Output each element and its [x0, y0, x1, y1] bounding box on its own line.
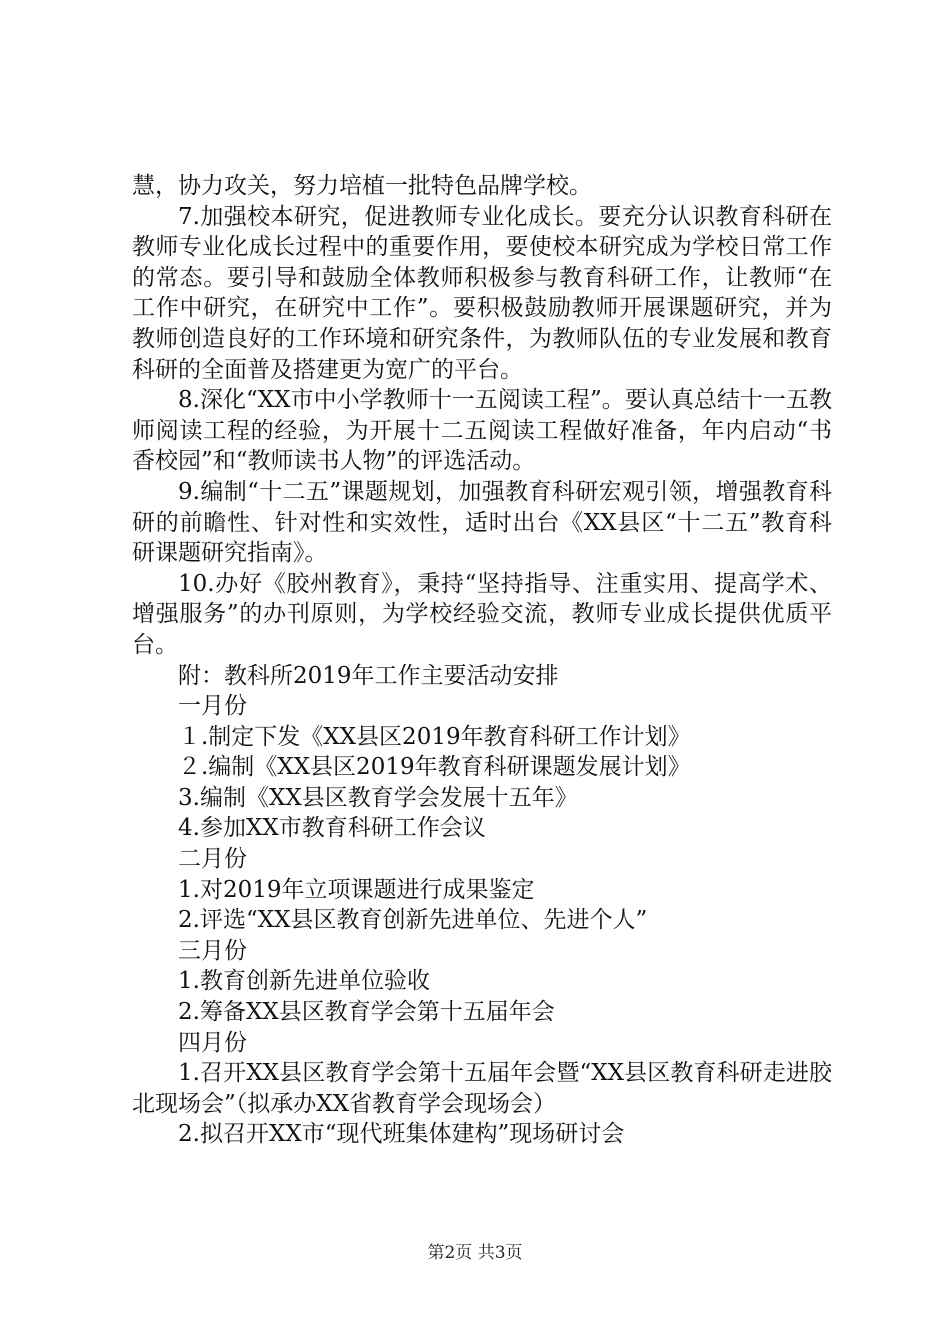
paragraph: 10.办好《胶州教育》，秉持“坚持指导、注重实用、提高学术、增强服务”的办刊原则，为学校经验交流，教师专业成长提供优质平台。 [132, 570, 832, 658]
document-body [132, 171, 832, 1150]
paragraph: 3.编制《XX县区教育学会发展十五年》 [178, 784, 578, 811]
paragraph: 1.召开XX县区教育学会第十五届年会暨“XX县区教育科研走进胶北现场会”（拟承办XX省教育学会现场会） [132, 1060, 832, 1117]
paragraph: 2.拟召开XX市“现代班集体建构”现场研讨会 [178, 1121, 625, 1148]
paragraph: 9.编制“十二五”课题规划，加强教育科研宏观引领，增强教育科研的前瞻性、针对性和实效性，适时出台《XX县区“十二五”教育科研课题研究指南》。 [132, 478, 832, 567]
paragraph: 4.参加XX市教育科研工作会议 [178, 815, 486, 842]
paragraph: 1.对2019年立项课题进行成果鉴定 [178, 876, 535, 903]
paragraph: 二月份 [178, 846, 247, 873]
paragraph: 2.评选“XX县区教育创新先进单位、先进个人” [178, 907, 648, 934]
paragraph: 7.加强校本研究，促进教师专业化成长。要充分认识教育科研在教师专业化成长过程中的重要作用，要使校本研究成为学校日常工作的常态。要引导和鼓励全体教师积极参与教育科研工作，让教师“在工作中研究，在研究中工作”。要积极鼓励教师开展课题研究，并为教师创造良好的工作环境和研究条件，为教师队伍的专业发展和教育科研的全面普及搭建更为宽广的平台。 [132, 203, 832, 383]
paragraph: 附：教科所2019年工作主要活动安排 [178, 662, 559, 689]
paragraph: １.制定下发《XX县区2019年教育科研工作计划》 [178, 723, 691, 750]
paragraph: 慧，协力攻关，努力培植一批特色品牌学校。 [132, 173, 592, 199]
paragraph: 三月份 [178, 937, 247, 964]
paragraph: 2.筹备XX县区教育学会第十五届年会 [178, 999, 555, 1026]
paragraph: 一月份 [178, 693, 247, 720]
paragraph: ２.编制《XX县区2019年教育科研课题发展计划》 [178, 754, 691, 781]
paragraph: 四月份 [178, 1029, 247, 1056]
page-footer: 第2页 共3页 [427, 1243, 523, 1263]
paragraph: 8.深化“XX市中小学教师十一五阅读工程”。要认真总结十一五教师阅读工程的经验，为开展十二五阅读工程做好准备，年内启动“书香校园”和“教师读书人物”的评选活动。 [132, 387, 832, 475]
paragraph: 1.教育创新先进单位验收 [178, 968, 430, 995]
